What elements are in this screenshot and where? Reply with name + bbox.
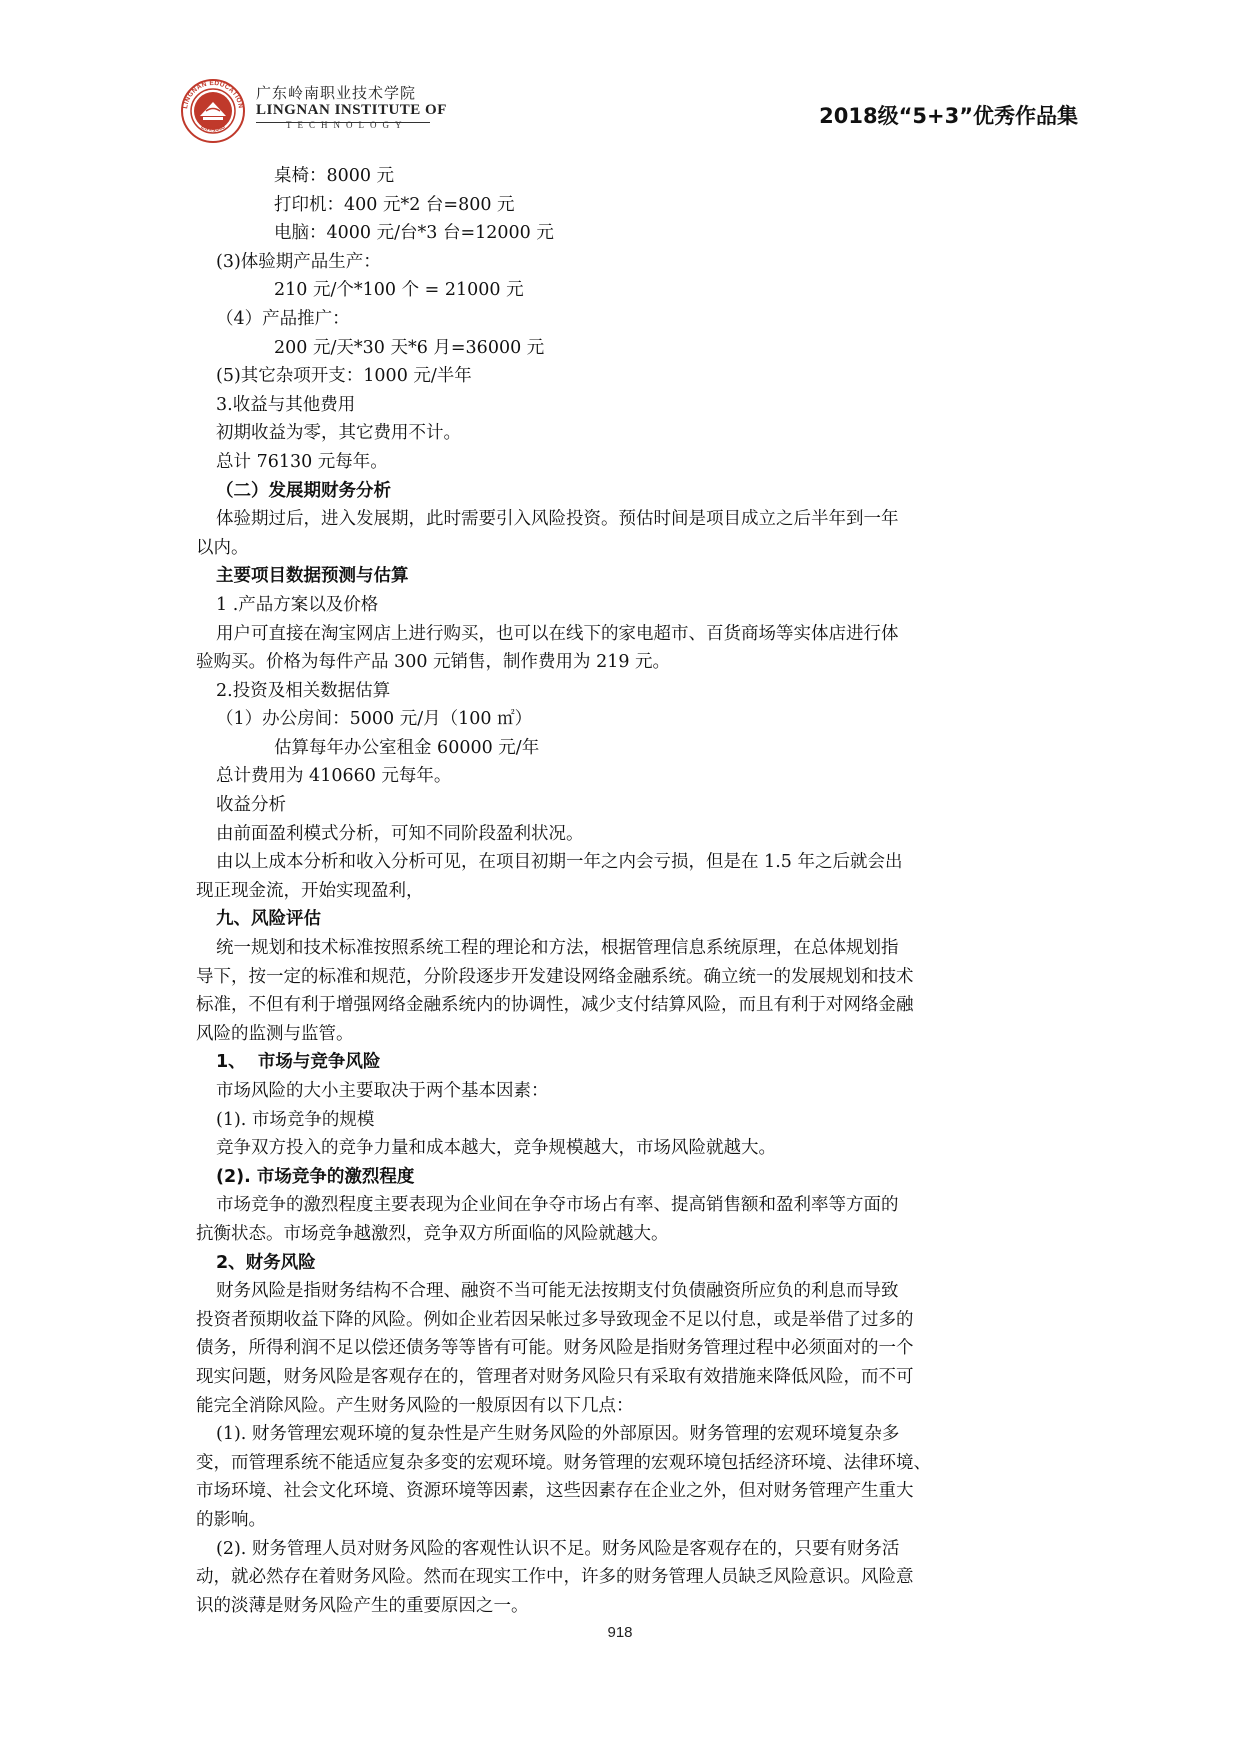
text-line: 市场竞争的激烈程度主要表现为企业间在争夺市场占有率、提高销售额和盈利率等方面的 [216,1195,899,1216]
text-line: 总计 76130 元每年。 [216,451,388,472]
text-line: (2). 财务管理人员对财务风险的客观性认识不足。财务风险是客观存在的，只要有财务活 [216,1538,900,1559]
text-line: 体验期过后，进入发展期，此时需要引入风险投资。预估时间是项目成立之后半年到一年 [216,509,899,530]
text-line: 打印机：400 元*2 台=800 元 [274,194,515,215]
text-line: 风险的监测与监管。 [196,1023,354,1044]
text-line: 统一规划和技术标准按照系统工程的理论和方法，根据管理信息系统原理，在总体规划指 [216,938,899,959]
text-line: 以内。 [196,537,249,558]
collection-title: 2018级“5+3”优秀作品集 [819,104,1078,128]
text-line: 的影响。 [196,1509,266,1530]
text-line: 由前面盈利模式分析，可知不同阶段盈利状况。 [216,823,584,844]
school-name-en-sub: TECHNOLOGY [286,120,408,130]
text-line: 动，就必然存在着财务风险。然而在现实工作中，许多的财务管理人员缺乏风险意识。风险意 [196,1567,914,1588]
section-heading: (2). 市场竞争的激烈程度 [216,1166,415,1187]
text-line: (3)体验期产品生产： [216,251,381,272]
text-line: 桌椅：8000 元 [274,166,395,186]
text-line: 导下，按一定的标准和规范，分阶段逐步开发建设网络金融系统。确立统一的发展规划和技术 [196,966,914,987]
school-name-cn: 广东岭南职业技术学院 [256,84,417,102]
text-line: 3.收益与其他费用 [216,394,356,415]
school-seal-icon [180,78,246,144]
text-line: 竞争双方投入的竞争力量和成本越大，竞争规模越大，市场风险就越大。 [216,1138,776,1159]
text-line: 估算每年办公室租金 60000 元/年 [274,737,540,758]
school-name-en: LINGNAN INSTITUTE OF [256,102,447,118]
page-header [0,0,1240,140]
text-line: （4）产品推广： [216,308,350,329]
logo-ring-top-text: LINGNAN EDUCATION [182,79,244,110]
document-body [196,162,1074,1620]
text-line: 200 元/天*30 天*6 月=36000 元 [274,337,545,358]
text-line: 收益分析 [216,795,286,816]
section-heading: 1、 市场与竞争风险 [216,1052,381,1073]
text-line: 验购买。价格为每件产品 300 元销售，制作费用为 219 元。 [196,652,671,673]
section-heading: 2、财务风险 [216,1252,316,1273]
text-line: 2.投资及相关数据估算 [216,680,391,701]
text-line: 债务，所得利润不足以偿还债务等等皆有可能。财务风险是指财务管理过程中必须面对的一个 [196,1338,914,1359]
section-heading: 主要项目数据预测与估算 [216,566,409,587]
text-line: （1）办公房间：5000 元/月（100 ㎡） [216,709,533,730]
text-line: 总计费用为 410660 元每年。 [216,766,452,787]
logo-ring-bottom-text: EST.1993 [199,124,227,134]
section-heading: 九、风险评估 [216,909,321,930]
text-line: 财务风险是指财务结构不合理、融资不当可能无法按期支付负债融资所应负的利息而导致 [216,1281,899,1302]
text-line: 现正现金流，开始实现盈利， [196,880,424,901]
text-line: 210 元/个*100 个 = 21000 元 [274,280,524,301]
text-line: 电脑：4000 元/台*3 台=12000 元 [274,223,554,244]
text-line: 变，而管理系统不能适应复杂多变的宏观环境。财务管理的宏观环境包括经济环境、法律环境、 [196,1452,931,1473]
text-line: 投资者预期收益下降的风险。例如企业若因呆帐过多导致现金不足以付息，或是举借了过多的 [196,1309,914,1330]
text-line: 现实问题，财务风险是客观存在的，管理者对财务风险只有采取有效措施来降低风险，而不可 [196,1366,914,1387]
text-line: 识的淡薄是财务风险产生的重要原因之一。 [196,1595,529,1616]
text-line: (5)其它杂项开支：1000 元/半年 [216,366,472,387]
text-line: 由以上成本分析和收入分析可见，在项目初期一年之内会亏损，但是在 1.5 年之后就会出 [216,852,903,873]
school-name-block [256,84,447,131]
section-heading: （二）发展期财务分析 [216,480,391,501]
school-logo-icon [180,78,246,144]
text-line: (1). 市场竞争的规模 [216,1109,375,1130]
text-line: (1). 财务管理宏观环境的复杂性是产生财务风险的外部原因。财务管理的宏观环境复杂多 [216,1424,900,1445]
text-line: 市场风险的大小主要取决于两个基本因素： [216,1081,549,1101]
text-line: 市场环境、社会文化环境、资源环境等因素，这些因素存在企业之外，但对财务管理产生重大 [196,1481,914,1502]
text-line: 初期收益为零，其它费用不计。 [216,423,461,444]
header-divider [256,122,430,123]
text-line: 1 .产品方案以及价格 [216,594,379,615]
text-line: 标准，不但有利于增强网络金融系统内的协调性，减少支付结算风险，而且有利于对网络金融 [196,995,914,1016]
text-line: 抗衡状态。市场竞争越激烈，竞争双方所面临的风险就越大。 [196,1223,669,1244]
page-number: 918 [607,1624,633,1641]
text-line: 用户可直接在淘宝网店上进行购买，也可以在线下的家电超市、百货商场等实体店进行体 [216,623,899,644]
text-line: 能完全消除风险。产生财务风险的一般原因有以下几点： [196,1395,634,1416]
